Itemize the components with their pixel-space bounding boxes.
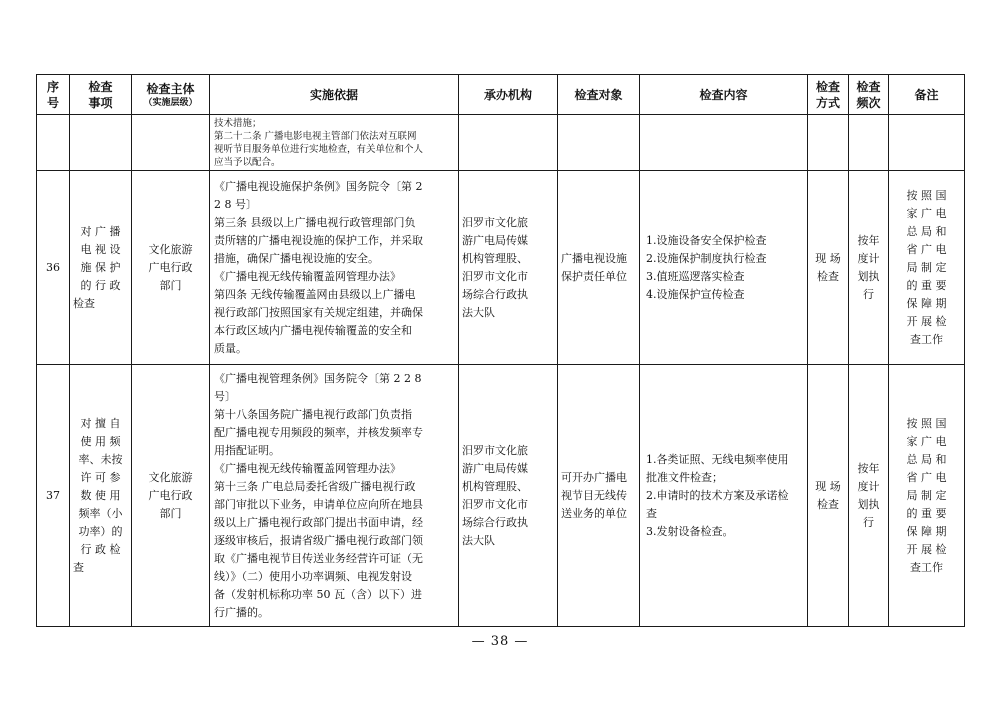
row-item: 对 擅 自 使 用 频 率、未按 许 可 参 数 使 用 频率（小 功率）的 行 政 检 查 [70, 365, 132, 627]
header-frequency: 检查 频次 [849, 75, 889, 115]
continuation-row [37, 115, 965, 171]
header-org: 承办机构 [459, 75, 558, 115]
header-basis: 实施依据 [210, 75, 459, 115]
row-seq: 36 [37, 171, 70, 365]
row-basis: 《广播电视管理条例》国务院令〔第 2 2 8 号〕 第十八条国务院广播电视行政部门负责指 配广播电视专用频段的频率，并核发频率专 用指配证明。 《广播电视无线传输覆盖网管理办法》 第十三条 广电总局委托省级广播电视行政 部门审批以下业务，申请单位应向所在地县 级以上广播电视行政部门提出书面申请，经 逐级审核后，报请省级广播电视行政部门领 取《广播电视节目传送业务经营许可证（无 线）》（二）使用小功率调频、电视发射设 备（发射机标称功率 50 瓦（含）以下）进 行广播的。 [210, 365, 459, 627]
row-org: 汨罗市文化旅 游广电局传媒 机构管理股、 汨罗市文化市 场综合行政执 法大队 [459, 365, 558, 627]
continuation-basis: 技术措施； 第二十二条 广播电影电视主管部门依法对互联网 视听节目服务单位进行实地检查，有关单位和个人 应当予以配合。 [210, 115, 459, 171]
row-frequency: 按年 度计 划执 行 [849, 171, 889, 365]
header-subject: 检查主体 （实施层级） [132, 75, 210, 115]
inspection-table-page [36, 74, 964, 627]
table-row [37, 171, 965, 365]
page-number: — 38 — [471, 634, 529, 649]
row-remark: 按 照 国 家 广 电 总 局 和 省 广 电 局 制 定 的 重 要 保 障 期 开 展 检 查工作 [889, 171, 965, 365]
row-frequency: 按年 度计 划执 行 [849, 365, 889, 627]
header-content: 检查内容 [640, 75, 808, 115]
inspection-table [36, 74, 965, 627]
row-content: 1.设施设备安全保护检查 2.设施保护制度执行检查 3.值班巡逻落实检查 4.设施保护宣传检查 [640, 171, 808, 365]
header-method: 检查 方式 [808, 75, 849, 115]
table-row [37, 365, 965, 627]
header-seq: 序 号 [37, 75, 70, 115]
header-remark: 备注 [889, 75, 965, 115]
row-method: 现 场 检查 [808, 365, 849, 627]
row-item: 对 广 播 电 视 设 施 保 护 的 行 政 检查 [70, 171, 132, 365]
row-method: 现 场 检查 [808, 171, 849, 365]
header-target: 检查对象 [558, 75, 640, 115]
row-content: 1.各类证照、无线电频率使用 批准文件检查； 2.申请时的技术方案及承诺检 查 3.发射设备检查。 [640, 365, 808, 627]
row-subject: 文化旅游 广电行政 部门 [132, 171, 210, 365]
row-target: 广播电视设施 保护责任单位 [558, 171, 640, 365]
row-org: 汨罗市文化旅 游广电局传媒 机构管理股、 汨罗市文化市 场综合行政执 法大队 [459, 171, 558, 365]
row-subject: 文化旅游 广电行政 部门 [132, 365, 210, 627]
header-item: 检查 事项 [70, 75, 132, 115]
row-seq: 37 [37, 365, 70, 627]
row-remark: 按 照 国 家 广 电 总 局 和 省 广 电 局 制 定 的 重 要 保 障 期 开 展 检 查工作 [889, 365, 965, 627]
row-target: 可开办广播电 视节目无线传 送业务的单位 [558, 365, 640, 627]
header-row [37, 75, 965, 115]
row-basis: 《广播电视设施保护条例》国务院令〔第 2 2 8 号〕 第三条 县级以上广播电视行政管理部门负 责所辖的广播电视设施的保护工作，并采取 措施，确保广播电视设施的安全。 《广播电视无线传输覆盖网管理办法》 第四条 无线传输覆盖网由县级以上广播电 视行政部门按照国家有关规定组建，并确保 本行政区域内广播电视传输覆盖的安全和 质量。 [210, 171, 459, 365]
